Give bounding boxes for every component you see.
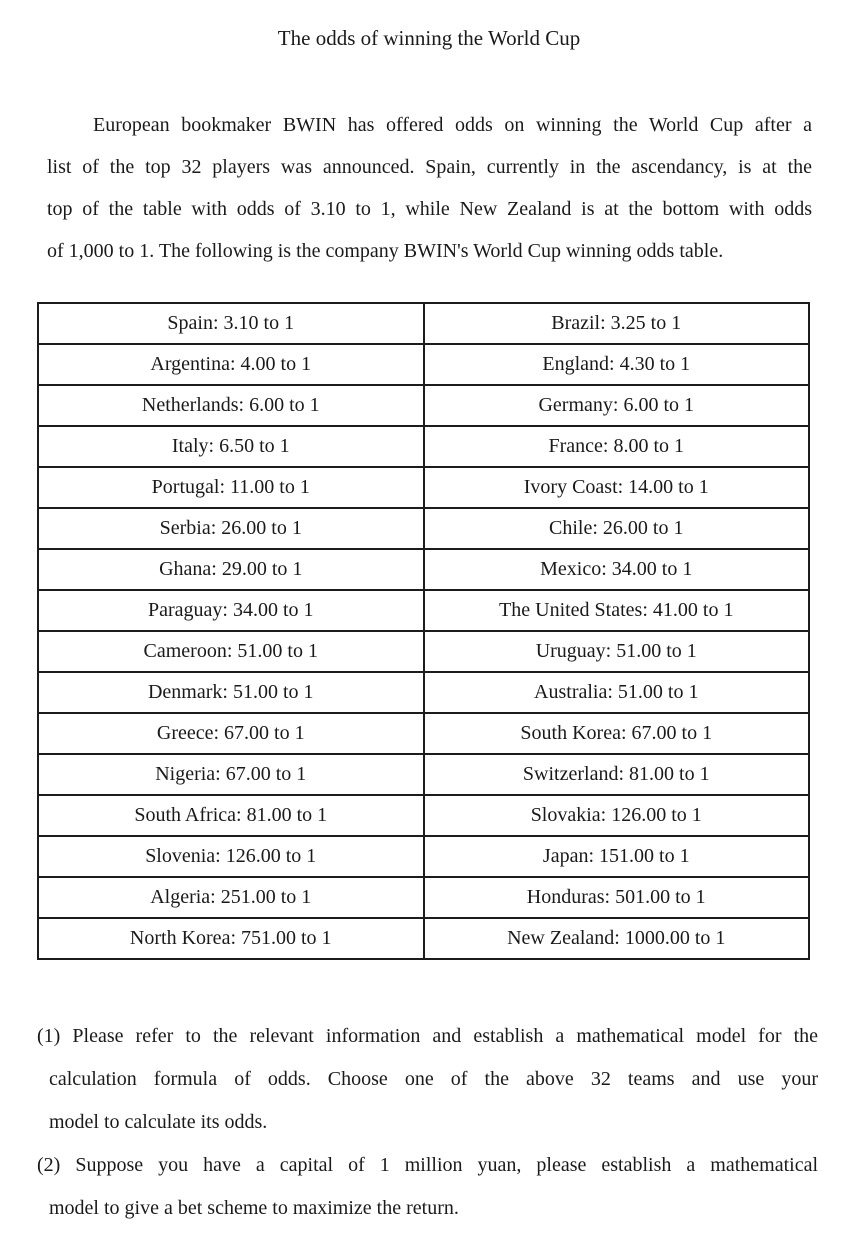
odds-cell: Spain: 3.10 to 1	[38, 303, 424, 344]
odds-cell: Greece: 67.00 to 1	[38, 713, 424, 754]
odds-cell: Honduras: 501.00 to 1	[424, 877, 810, 918]
question-marker: (2)	[37, 1154, 61, 1176]
intro-paragraph	[47, 104, 812, 272]
question-item	[37, 1144, 818, 1230]
table-row	[38, 672, 809, 713]
odds-cell: Cameroon: 51.00 to 1	[38, 631, 424, 672]
odds-cell: Chile: 26.00 to 1	[424, 508, 810, 549]
odds-cell: Australia: 51.00 to 1	[424, 672, 810, 713]
question-text: Please refer to the relevant information and establish a mathematical model for the	[72, 1025, 818, 1047]
questions-section	[37, 1015, 818, 1230]
question-item	[37, 1015, 818, 1144]
odds-cell: Ghana: 29.00 to 1	[38, 549, 424, 590]
table-row	[38, 385, 809, 426]
odds-cell: Slovakia: 126.00 to 1	[424, 795, 810, 836]
table-row	[38, 508, 809, 549]
odds-cell: Germany: 6.00 to 1	[424, 385, 810, 426]
table-row	[38, 795, 809, 836]
odds-cell: Mexico: 34.00 to 1	[424, 549, 810, 590]
odds-table	[37, 302, 810, 960]
table-row	[38, 344, 809, 385]
odds-cell: North Korea: 751.00 to 1	[38, 918, 424, 959]
table-row	[38, 303, 809, 344]
table-row	[38, 426, 809, 467]
table-row	[38, 713, 809, 754]
odds-cell: South Korea: 67.00 to 1	[424, 713, 810, 754]
odds-cell: Portugal: 11.00 to 1	[38, 467, 424, 508]
odds-cell: Ivory Coast: 14.00 to 1	[424, 467, 810, 508]
odds-cell: The United States: 41.00 to 1	[424, 590, 810, 631]
table-row	[38, 631, 809, 672]
odds-cell: Uruguay: 51.00 to 1	[424, 631, 810, 672]
intro-line: European bookmaker BWIN has offered odds on winning the World Cup after a	[93, 114, 812, 136]
odds-cell: South Africa: 81.00 to 1	[38, 795, 424, 836]
odds-cell: Switzerland: 81.00 to 1	[424, 754, 810, 795]
odds-cell: Serbia: 26.00 to 1	[38, 508, 424, 549]
table-row	[38, 836, 809, 877]
question-marker: (1)	[37, 1025, 61, 1047]
table-row	[38, 549, 809, 590]
question-line	[37, 1015, 818, 1058]
table-row	[38, 754, 809, 795]
odds-cell: Italy: 6.50 to 1	[38, 426, 424, 467]
intro-line: of 1,000 to 1. The following is the company BWIN's World Cup winning odds table.	[47, 240, 724, 262]
page-title: The odds of winning the World Cup	[277, 26, 581, 50]
odds-cell: Argentina: 4.00 to 1	[38, 344, 424, 385]
question-line: model to calculate its odds.	[49, 1111, 268, 1133]
table-row	[38, 590, 809, 631]
question-line: calculation formula of odds. Choose one of the above 32 teams and use your	[49, 1068, 818, 1090]
odds-cell: Algeria: 251.00 to 1	[38, 877, 424, 918]
odds-cell: Denmark: 51.00 to 1	[38, 672, 424, 713]
intro-line: list of the top 32 players was announced. Spain, currently in the ascendancy, is at the	[47, 156, 812, 178]
table-row	[38, 467, 809, 508]
odds-cell: Netherlands: 6.00 to 1	[38, 385, 424, 426]
question-line	[37, 1144, 818, 1187]
question-text: Suppose you have a capital of 1 million yuan, please establish a mathematical	[75, 1154, 818, 1176]
odds-cell: England: 4.30 to 1	[424, 344, 810, 385]
table-row	[38, 877, 809, 918]
odds-cell: France: 8.00 to 1	[424, 426, 810, 467]
odds-cell: Brazil: 3.25 to 1	[424, 303, 810, 344]
odds-cell: Japan: 151.00 to 1	[424, 836, 810, 877]
odds-cell: Slovenia: 126.00 to 1	[38, 836, 424, 877]
intro-line: top of the table with odds of 3.10 to 1, while New Zealand is at the bottom with odds	[47, 198, 812, 220]
question-line: model to give a bet scheme to maximize the return.	[49, 1197, 459, 1219]
table-row	[38, 918, 809, 959]
odds-cell: Paraguay: 34.00 to 1	[38, 590, 424, 631]
odds-cell: New Zealand: 1000.00 to 1	[424, 918, 810, 959]
odds-cell: Nigeria: 67.00 to 1	[38, 754, 424, 795]
